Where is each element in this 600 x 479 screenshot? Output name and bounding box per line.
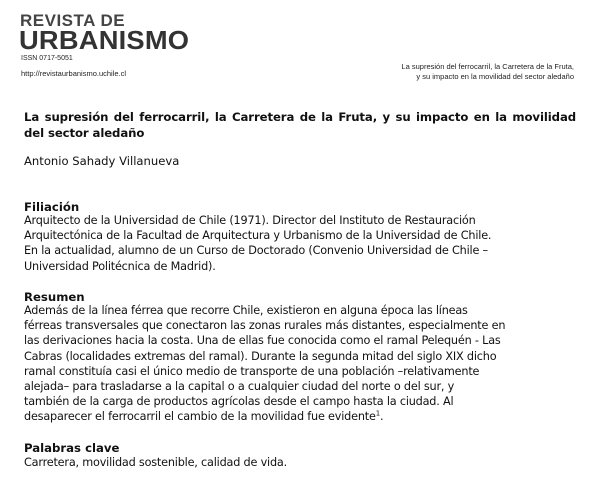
resumen-line-last [24, 409, 576, 424]
filiacion-line: Arquitectónica de la Facultad de Arquitectura y Urbanismo de la Universidad de Chile. [24, 229, 492, 243]
resumen-line: ramal constituía casi el único medio de transporte de una población –relativamente [24, 364, 480, 378]
resumen-line: también de la carga de productos agrícolas desde el campo hasta la ciudad. Al [24, 395, 454, 409]
journal-issn: ISSN 0717-5051 [21, 55, 73, 62]
resumen-line-last-end: . [379, 410, 384, 424]
resumen-line: las derivaciones hacia la costa. Una de ellas fue conocida como el ramal Pelequén - Las [24, 334, 501, 348]
palabras-clave-body: Carretera, movilidad sostenible, calidad de vida. [24, 456, 287, 469]
article-title: La supresión del ferrocarril, la Carretera de la Fruta, y su impacto en la movilidad del sector aledaño [24, 110, 576, 140]
running-head-line-2: y su impacto en la movilidad del sector aledaño [416, 72, 574, 81]
filiacion-line: Arquitecto de la Universidad de Chile (1971). Director del Instituto de Restauración [24, 214, 476, 227]
footnote-marker[interactable]: 1 [375, 409, 380, 418]
filiacion-line: Universidad Politécnica de Madrid). [24, 259, 216, 273]
article-author: Antonio Sahady Villanueva [24, 154, 180, 168]
resumen-line: Cabras (localidades extremas del ramal). Durante la segunda mitad del siglo XIX dicho [24, 349, 497, 363]
resumen-line: alejada– para trasladarse a la capital o a cualquier ciudad del norte o del sur, y [24, 380, 455, 394]
journal-logo-top: REVISTA DE [20, 11, 126, 30]
palabras-clave-heading: Palabras clave [24, 441, 120, 455]
filiacion-heading: Filiación [24, 200, 80, 214]
running-head-line-1: La supresión del ferrocarril, la Carretera de la Fruta, [401, 62, 574, 71]
resumen-line-last-text: desaparecer el ferrocarril el cambio de la movilidad fue evidente [24, 410, 376, 424]
filiacion-body [24, 213, 576, 274]
resumen-line: Además de la línea férrea que recorre Chile, existieron en alguna época las líneas [24, 304, 468, 317]
journal-url[interactable]: http://revistaurbanismo.uchile.cl [21, 69, 127, 78]
filiacion-line: En la actualidad, alumno de un Curso de Doctorado (Convenio Universidad de Chile – [24, 244, 488, 258]
running-head [274, 62, 574, 82]
resumen-body [24, 303, 576, 425]
journal-logo-main: URBANISMO [19, 25, 190, 55]
resumen-heading: Resumen [24, 290, 85, 304]
resumen-line: férreas transversales que conectaron las zonas rurales más distantes, especialmente en [24, 319, 506, 333]
